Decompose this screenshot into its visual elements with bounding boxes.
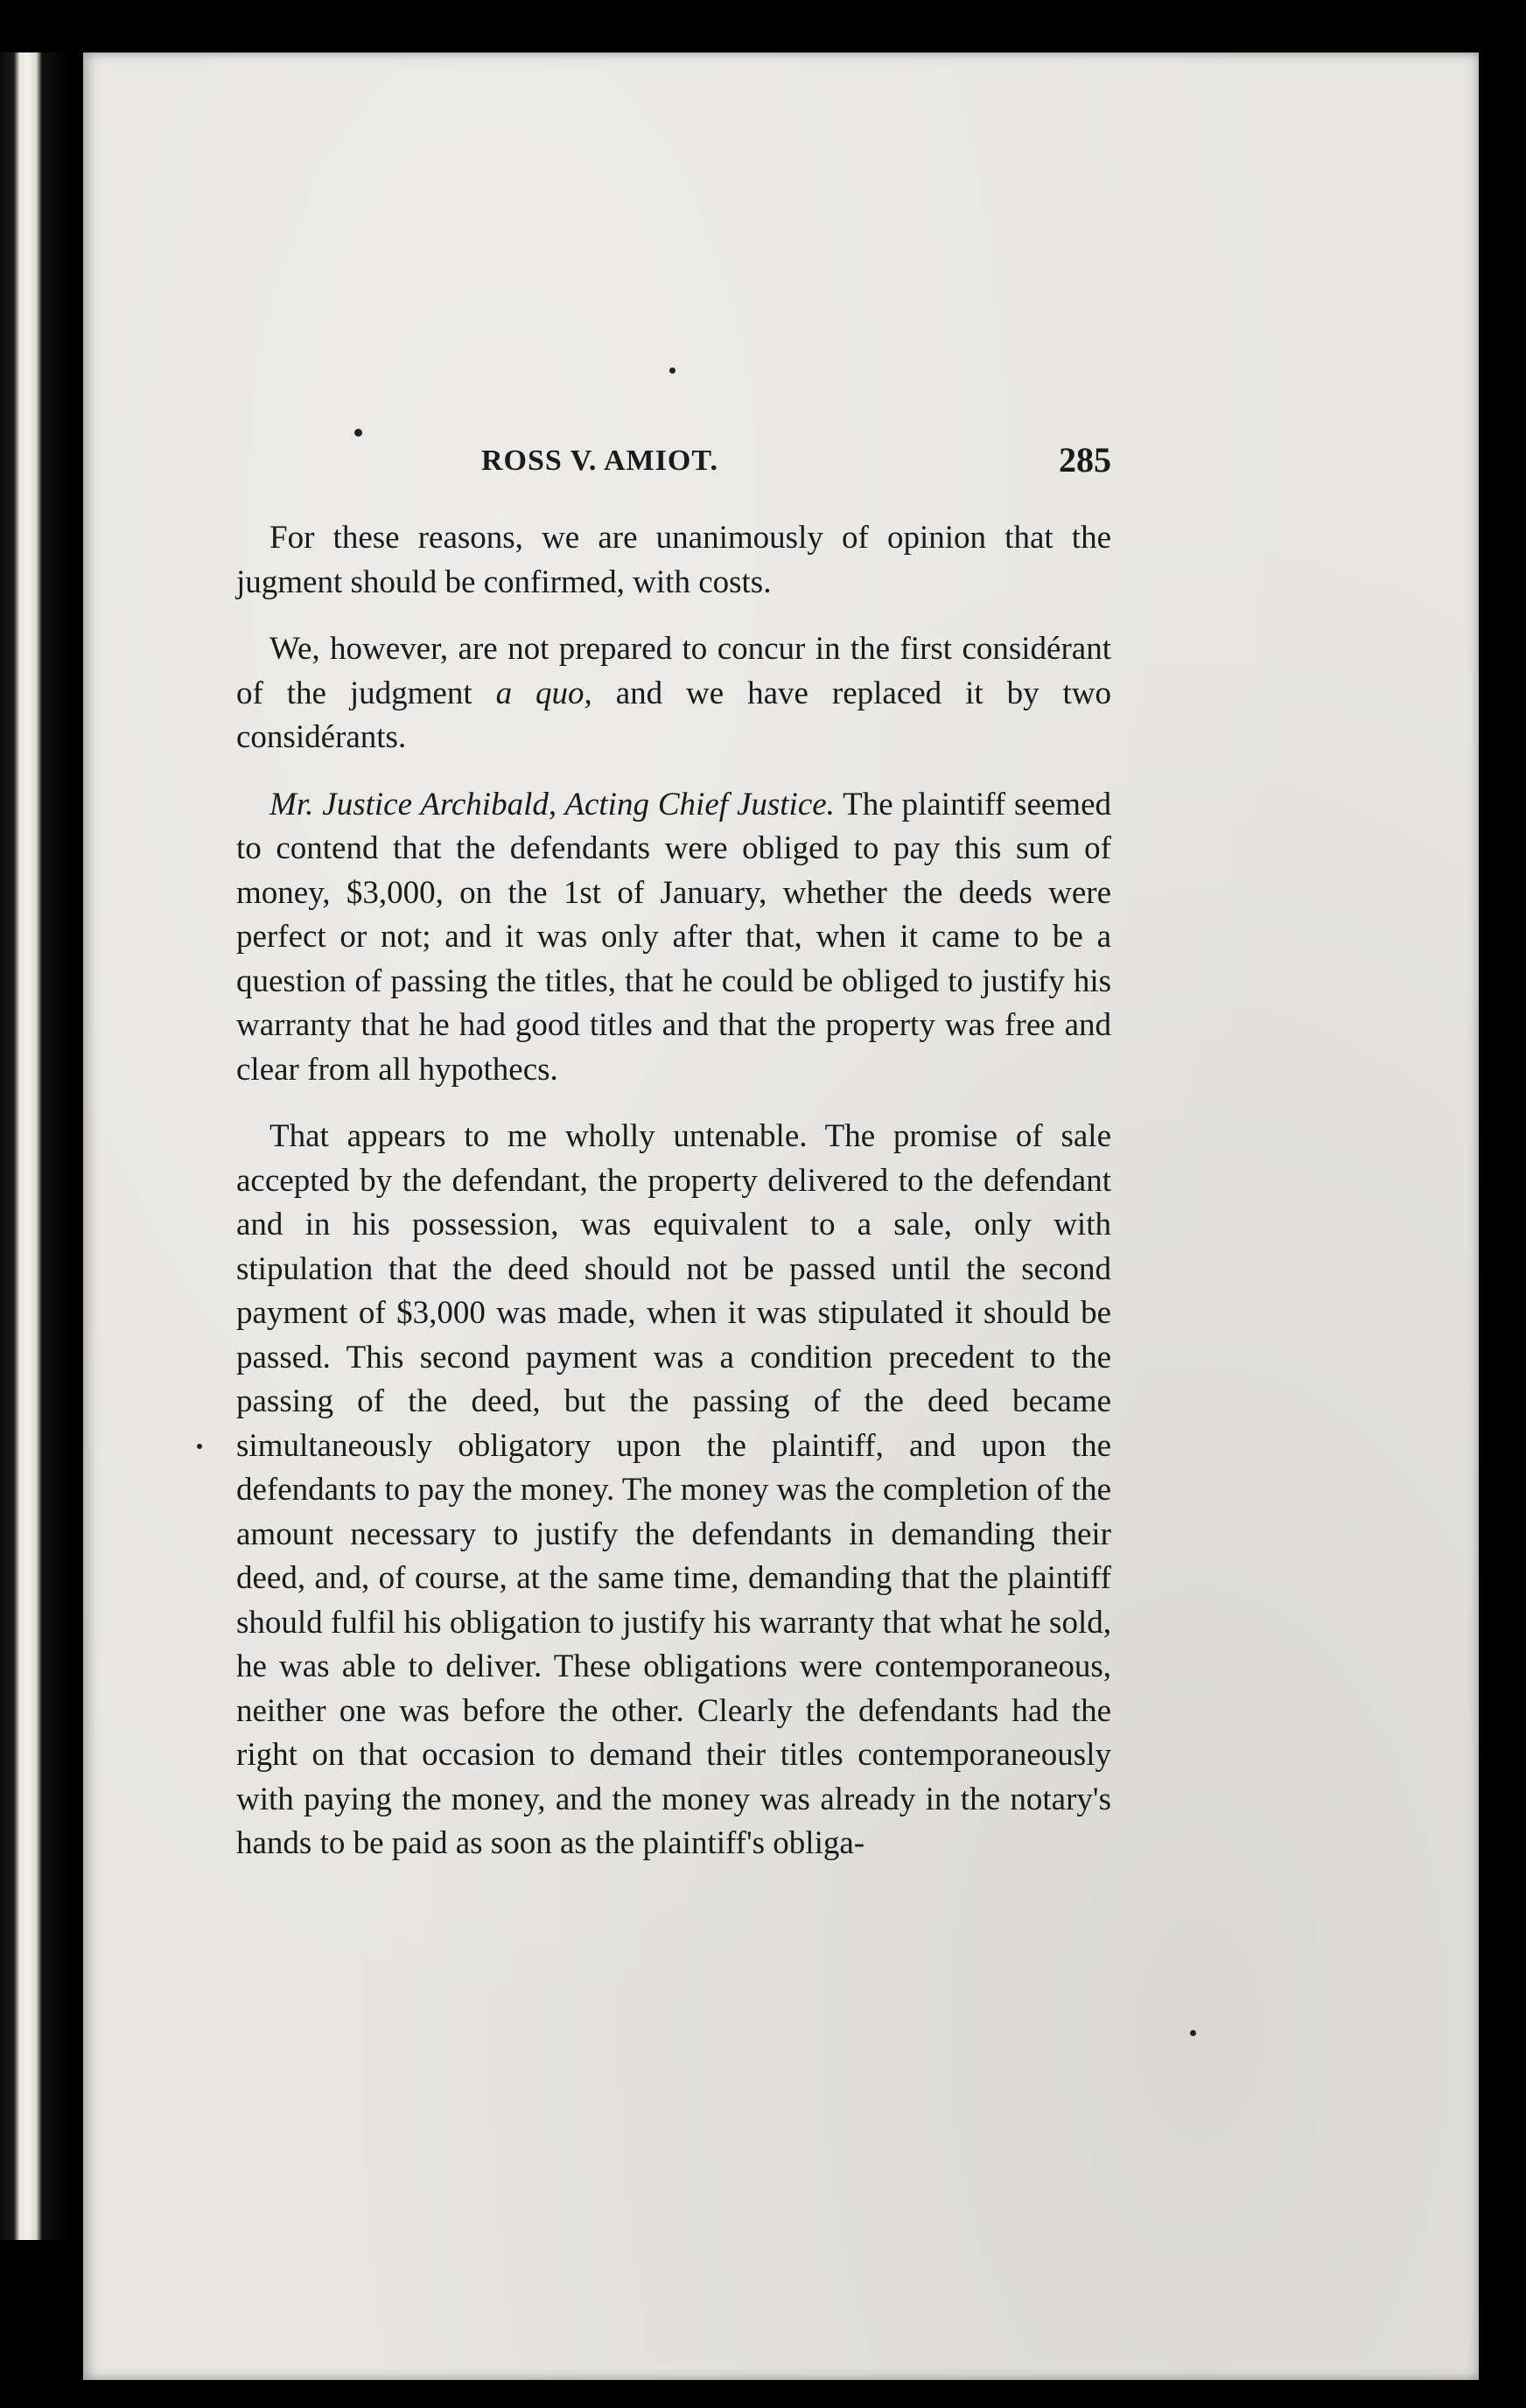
paragraph-text: For these reasons, we are unanimously of opinion that the jugment should be confirmed, with costs. [236, 520, 1111, 600]
book-binding-edge [0, 52, 70, 2240]
latin-phrase: a quo, [495, 675, 592, 711]
paragraph-text: That appears to me wholly untenable. The promise of sale accepted by the defendant, the property delivered to the defendant and in his possession, was equivalent to a sale, only with stipulation that the deed should not be passed until the second payment of $3,000 was made, when it was stipulated it should be passed. This second payment was a condition precedent to the passing of the deed, but the passing of the deed became simultaneously obligatory upon the plaintiff, and upon the defendants to pay the money. The money was the completion of the amount necessary to justify the defendants in demanding their deed, and, of course, at the same time, demanding that the plaintiff should fulfil his obligation to justify his warranty that what he sold, he was able to deliver. These obligations were contemporaneous, neither one was before the other. Clearly the defendants had the right on that occasion to demand their titles contemporaneously with paying the money, and the money was already in the notary's hands to be paid as soon as the plaintiff's obliga- [236, 1118, 1111, 1861]
paragraph-3 [236, 783, 1111, 1093]
ink-speck [354, 429, 362, 437]
paragraph-1 [236, 516, 1111, 605]
paragraph-4 [236, 1115, 1111, 1866]
speaker-name: Mr. Justice Archibald, Acting Chief Justice. [270, 786, 835, 822]
ink-speck [669, 368, 676, 374]
paragraph-text: and we have replaced it by two considérants. [236, 675, 1112, 755]
running-title: ROSS V. AMIOT. [481, 444, 718, 477]
paragraph-2 [236, 627, 1111, 760]
ink-speck [197, 1444, 202, 1449]
running-head [175, 440, 1111, 497]
paragraph-text: We, however, are not prepared to concur in the first considérant of the judgment [236, 631, 1111, 711]
page-number: 285 [1059, 440, 1111, 480]
ink-speck [1190, 2030, 1196, 2036]
body-text [236, 516, 1111, 1866]
paragraph-text: The plaintiff seemed to contend that the defendants were obliged to pay this sum of money, $3,000, on the 1st of January, whether the deeds were perfect or not; and it was only after that, when it came to be a question of passing the titles, that he could be obliged to justify his warranty that he had good titles and that the property was free and clear from all hypothecs. [236, 786, 1111, 1088]
